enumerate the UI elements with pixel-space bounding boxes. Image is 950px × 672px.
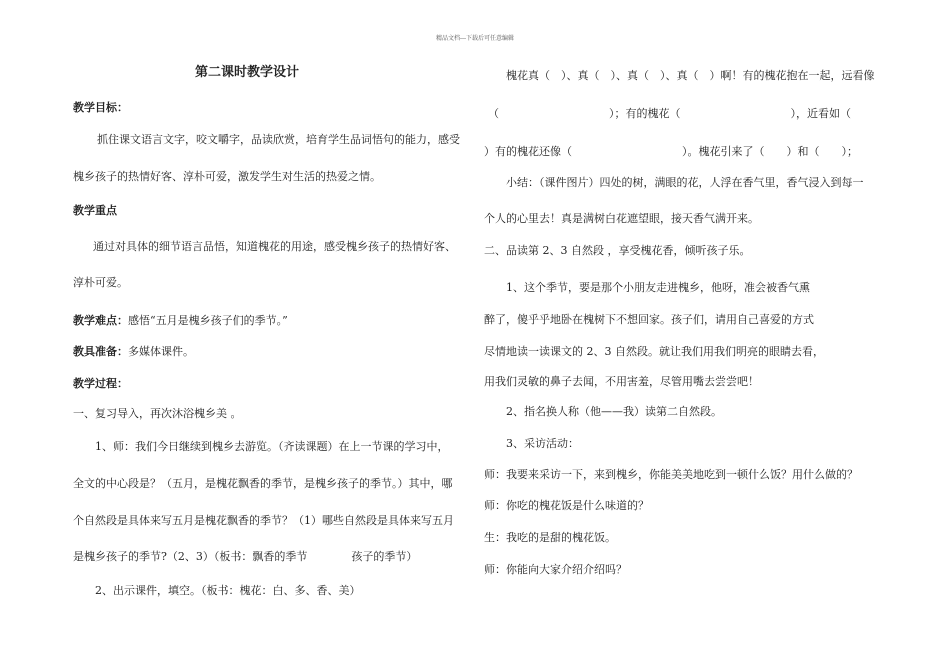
right-line-12 xyxy=(484,468,858,482)
right-line-13 xyxy=(484,499,649,513)
left-line-10 xyxy=(73,407,242,421)
body-text: 醉了，傻乎乎地卧在槐树下不想回家。孩子们，请用自己喜爱的方式 xyxy=(484,313,814,326)
body-text: 全文的中心段是？（五月，是槐花飘香的季节，是槐乡孩子的季节。）其中，哪 xyxy=(73,477,453,490)
right-line-1 xyxy=(488,107,851,121)
right-line-14 xyxy=(484,531,616,545)
body-text: 师：我要来采访一下，来到槐乡，你能美美地吃到一顿什么饭？用什么做的？ xyxy=(484,468,858,481)
left-line-13 xyxy=(73,514,454,528)
body-text: ）有的槐花还像（ ）。槐花引来了（ ）和（ ）； xyxy=(484,145,858,158)
left-line-9 xyxy=(73,377,128,391)
left-line-15 xyxy=(95,584,361,598)
body-text: 是槐乡孩子的季节?（2、3）（板书：飘香的季节 孩子的季节） xyxy=(73,550,418,563)
body-text: 2、出示课件，填空。（板书：槐花：白、多、香、美） xyxy=(95,584,361,597)
section-heading: 教学过程： xyxy=(73,377,128,390)
right-line-10 xyxy=(506,405,722,419)
right-line-2 xyxy=(484,145,858,159)
body-text: 二、品读第 2、3 自然段 ，享受槐花香，倾听孩子乐。 xyxy=(484,244,751,257)
page-title: 第二课时教学设计 xyxy=(195,65,300,80)
body-text: 小结：（课件图片）四处的树，满眼的花，人浮在香气里，香气浸入到每一 xyxy=(506,176,864,189)
body-text: 感悟“五月是槐乡孩子们的季节。” xyxy=(128,314,288,327)
body-text: 一、复习导入，再次沐浴槐乡美 。 xyxy=(73,407,242,420)
body-text: 抓住课文语言文字，咬文嚼字，品读欣赏，培育学生品词悟句的能力，感受 xyxy=(97,133,460,146)
body-text: 1、师：我们今日继续到槐乡去游览。（齐读课题）在上一节课的学习中， xyxy=(95,440,449,453)
body-text: 1、这个季节，要是那个小朋友走进槐乡，他呀，准会被香气熏 xyxy=(506,281,810,294)
right-line-3 xyxy=(506,176,864,190)
right-line-0 xyxy=(506,69,875,83)
left-line-14 xyxy=(73,550,417,564)
left-line-4 xyxy=(73,204,117,218)
left-line-6 xyxy=(73,276,128,290)
left-line-12 xyxy=(73,477,453,491)
body-text: 个人的心里去！真是满树白花遮望眼，接天香气满开来。 xyxy=(484,212,759,225)
left-line-1 xyxy=(73,101,128,115)
body-text: 通过对具体的细节语言品悟，知道槐花的用途，感受槐乡孩子的热情好客、 xyxy=(93,240,456,253)
section-heading: 教学难点： xyxy=(73,314,128,327)
right-line-4 xyxy=(484,212,759,226)
body-text: 师：你能向大家介绍介绍吗？ xyxy=(484,563,627,576)
body-text: 多媒体课件。 xyxy=(128,345,194,358)
body-text: 尽情地读一读课文的 2、3 自然段。就让我们用我们明亮的眼睛去看， xyxy=(484,345,824,358)
right-line-11 xyxy=(506,437,579,451)
left-line-0 xyxy=(195,66,299,80)
left-line-8 xyxy=(73,345,194,359)
body-text: 淳朴可爱。 xyxy=(73,276,128,289)
body-text: 3、采访活动： xyxy=(506,437,579,450)
left-line-2 xyxy=(97,133,460,147)
section-heading: 教学目标： xyxy=(73,101,128,114)
left-line-11 xyxy=(95,440,449,454)
body-text: 用我们灵敏的鼻子去闻，不用害羞，尽管用嘴去尝尝吧！ xyxy=(484,375,759,388)
right-line-8 xyxy=(484,345,824,359)
section-heading: 教具准备： xyxy=(73,345,128,358)
right-line-7 xyxy=(484,313,814,327)
left-line-3 xyxy=(73,170,381,184)
body-text: 槐乡孩子的热情好客、淳朴可爱，激发学生对生活的热爱之情。 xyxy=(73,170,381,183)
body-text: 2、指名换人称（他——我）读第二自然段。 xyxy=(506,405,722,418)
body-text: 生：我吃的是甜的槐花饭。 xyxy=(484,531,616,544)
left-line-5 xyxy=(93,240,456,254)
right-line-9 xyxy=(484,375,759,389)
right-line-15 xyxy=(484,563,627,577)
page-header: 精品文档---下载后可任意编辑 xyxy=(435,35,515,42)
body-text: （ ）；有的槐花（ ），近看如（ xyxy=(488,107,851,120)
left-line-7 xyxy=(73,314,288,328)
section-heading: 教学重点 xyxy=(73,204,117,217)
body-text: 个自然段是具体来写五月是槐花飘香的季节？（1）哪些自然段是具体来写五月 xyxy=(73,514,454,527)
body-text: 槐花真（ ）、真（ ）、真（ ）、真（ ）啊！有的槐花抱在一起，远看像 xyxy=(506,69,875,82)
body-text: 师：你吃的槐花饭是什么味道的？ xyxy=(484,499,649,512)
right-line-5 xyxy=(484,244,751,258)
right-line-6 xyxy=(506,281,810,295)
